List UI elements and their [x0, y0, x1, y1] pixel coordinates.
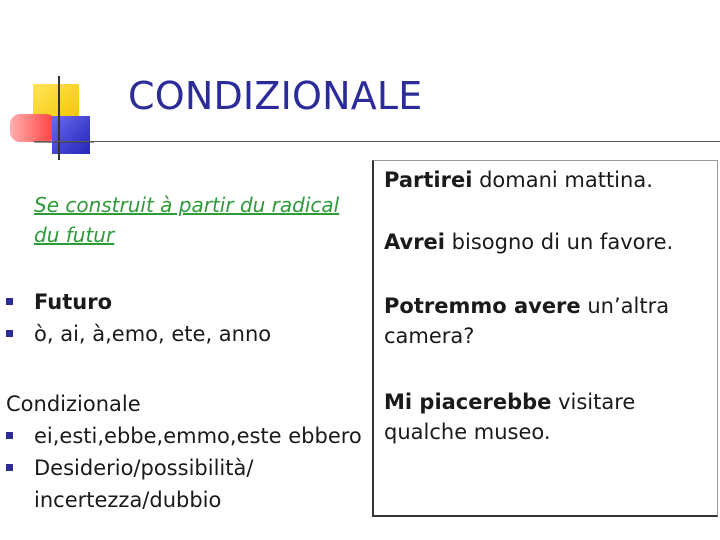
example-sentence	[384, 387, 714, 447]
square-bullet-icon	[6, 464, 13, 471]
square-bullet-icon	[6, 432, 13, 439]
title-divider	[34, 141, 720, 142]
example-rest: bisogno di un favore.	[445, 230, 674, 254]
list-item-label: Desiderio/possibilità/ incertezza/dubbio	[34, 456, 254, 512]
square-bullet-icon	[6, 298, 13, 305]
example-sentence	[384, 291, 714, 351]
example-verb: Partirei	[384, 168, 473, 192]
example-verb: Potremmo avere	[384, 294, 581, 318]
template-logo	[0, 0, 110, 170]
example-rest: visitare qualche museo.	[384, 390, 636, 444]
list-item-condizionale-endings	[6, 420, 366, 452]
example-rest: domani mattina.	[472, 168, 653, 192]
logo-red-bar	[10, 114, 56, 142]
square-bullet-icon	[6, 330, 13, 337]
list-item-label: ò, ai, à,emo, ete, anno	[34, 322, 272, 346]
logo-blue-square	[52, 116, 90, 154]
condizionale-list	[6, 420, 366, 516]
logo-vertical-line	[58, 76, 60, 160]
green-note: Se construit à partir du radical du futur	[34, 193, 340, 247]
list-item-label: ei,esti,ebbe,emmo,este ebbero	[34, 424, 362, 448]
condizionale-heading: Condizionale	[6, 392, 141, 416]
example-sentence	[384, 165, 714, 195]
example-sentence	[384, 227, 714, 257]
example-verb: Mi piacerebbe	[384, 390, 552, 414]
list-item-condizionale-uses	[6, 452, 366, 516]
example-verb: Avrei	[384, 230, 445, 254]
examples-box	[372, 160, 718, 517]
example-rest: un’altra camera?	[384, 294, 670, 348]
slide-title: CONDIZIONALE	[128, 74, 423, 118]
list-item-label: Futuro	[34, 290, 113, 314]
